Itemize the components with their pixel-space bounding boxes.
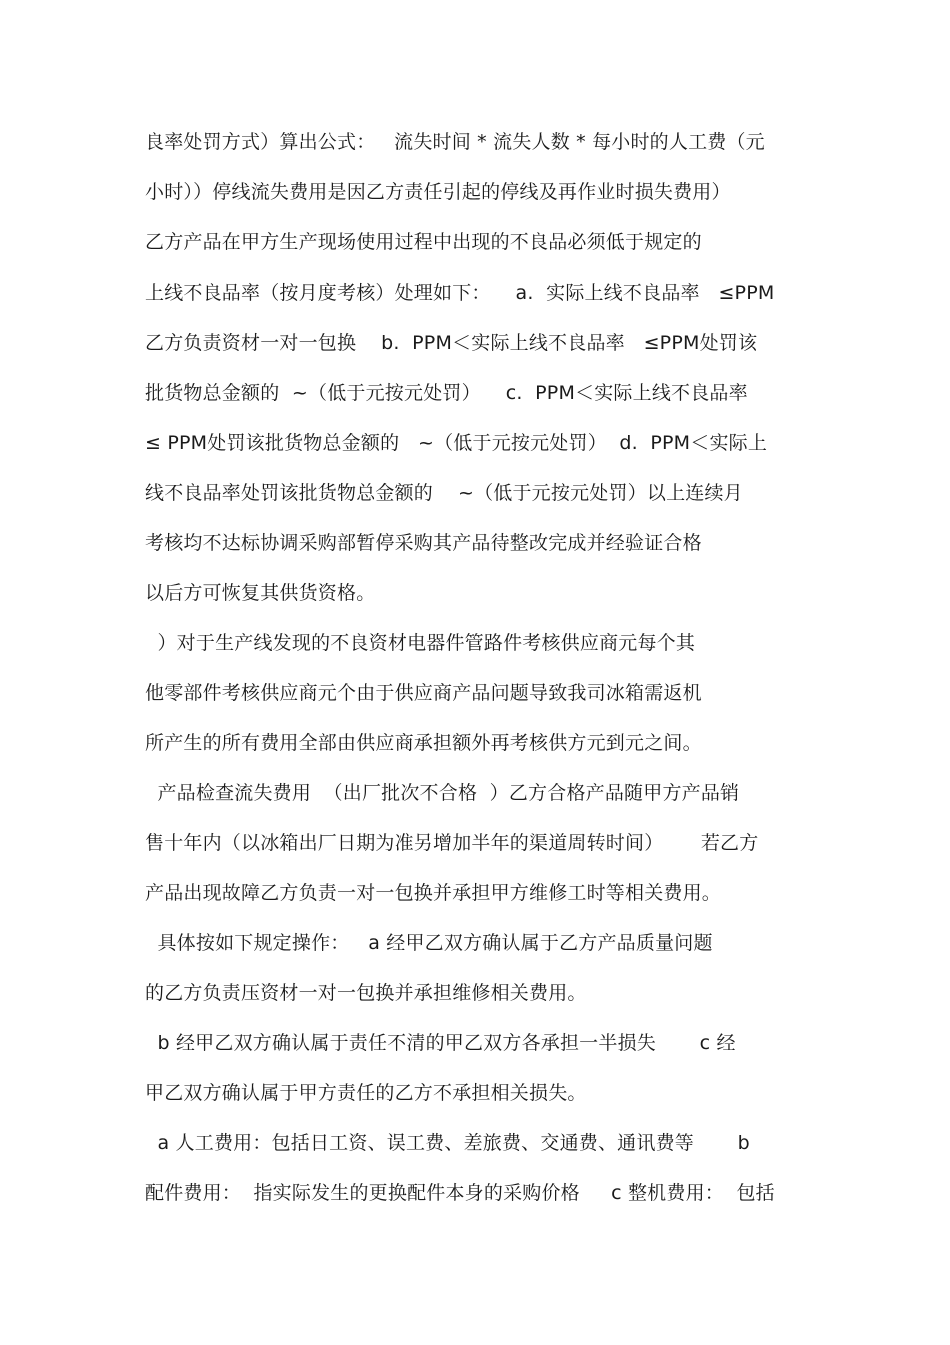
text-line: 配件费用： 指实际发生的更换配件本身的采购价格 c 整机费用： 包括 (145, 1182, 775, 1204)
text-line: 所产生的所有费用全部由供应商承担额外再考核供方元到元之间。 (145, 732, 702, 754)
text-line: 产品检查流失费用 （出厂批次不合格 ）乙方合格产品随甲方产品销 (145, 782, 740, 804)
text-line: 他零部件考核供应商元个由于供应商产品问题导致我司冰箱需返机 (145, 682, 702, 704)
text-line: 乙方负责资材一对一包换 b. PPM＜实际上线不良品率 ≤PPM处罚该 (145, 332, 758, 354)
text-line: 以后方可恢复其供货资格。 (145, 582, 376, 604)
text-line: 上线不良品率（按月度考核）处理如下： a. 实际上线不良品率 ≤PPM (145, 282, 775, 304)
text-line: 线不良品率处罚该批货物总金额的 ~（低于元按元处罚）以上连续月 (145, 482, 743, 504)
text-line: 具体按如下规定操作： a 经甲乙双方确认属于乙方产品质量问题 (145, 932, 713, 954)
text-line: 批货物总金额的 ~（低于元按元处罚） c. PPM＜实际上线不良品率 (145, 382, 748, 404)
text-line: a 人工费用：包括日工资、误工费、差旅费、交通费、通讯费等 b (145, 1132, 750, 1154)
text-line: 售十年内（以冰箱出厂日期为准另增加半年的渠道周转时间） 若乙方 (145, 832, 759, 854)
text-line: ）对于生产线发现的不良资材电器件管路件考核供应商元每个其 (145, 632, 696, 654)
text-line: 考核均不达标协调采购部暂停采购其产品待整改完成并经验证合格 (145, 532, 702, 554)
text-line: 良率处罚方式）算出公式： 流失时间 * 流失人数 * 每小时的人工费（元 (145, 131, 765, 153)
text-line: 的乙方负责压资材一对一包换并承担维修相关费用。 (145, 982, 587, 1004)
text-line: 乙方产品在甲方生产现场使用过程中出现的不良品必须低于规定的 (145, 231, 702, 253)
text-line: 小时））停线流失费用是因乙方责任引起的停线及再作业时损失费用） (145, 181, 731, 203)
text-line: 甲乙双方确认属于甲方责任的乙方不承担相关损失。 (145, 1082, 587, 1104)
text-line: b 经甲乙双方确认属于责任不清的甲乙双方各承担一半损失 c 经 (145, 1032, 736, 1054)
text-line: 产品出现故障乙方负责一对一包换并承担甲方维修工时等相关费用。 (145, 882, 722, 904)
text-line: ≤ PPM处罚该批货物总金额的 ~（低于元按元处罚） d. PPM＜实际上 (145, 432, 768, 454)
